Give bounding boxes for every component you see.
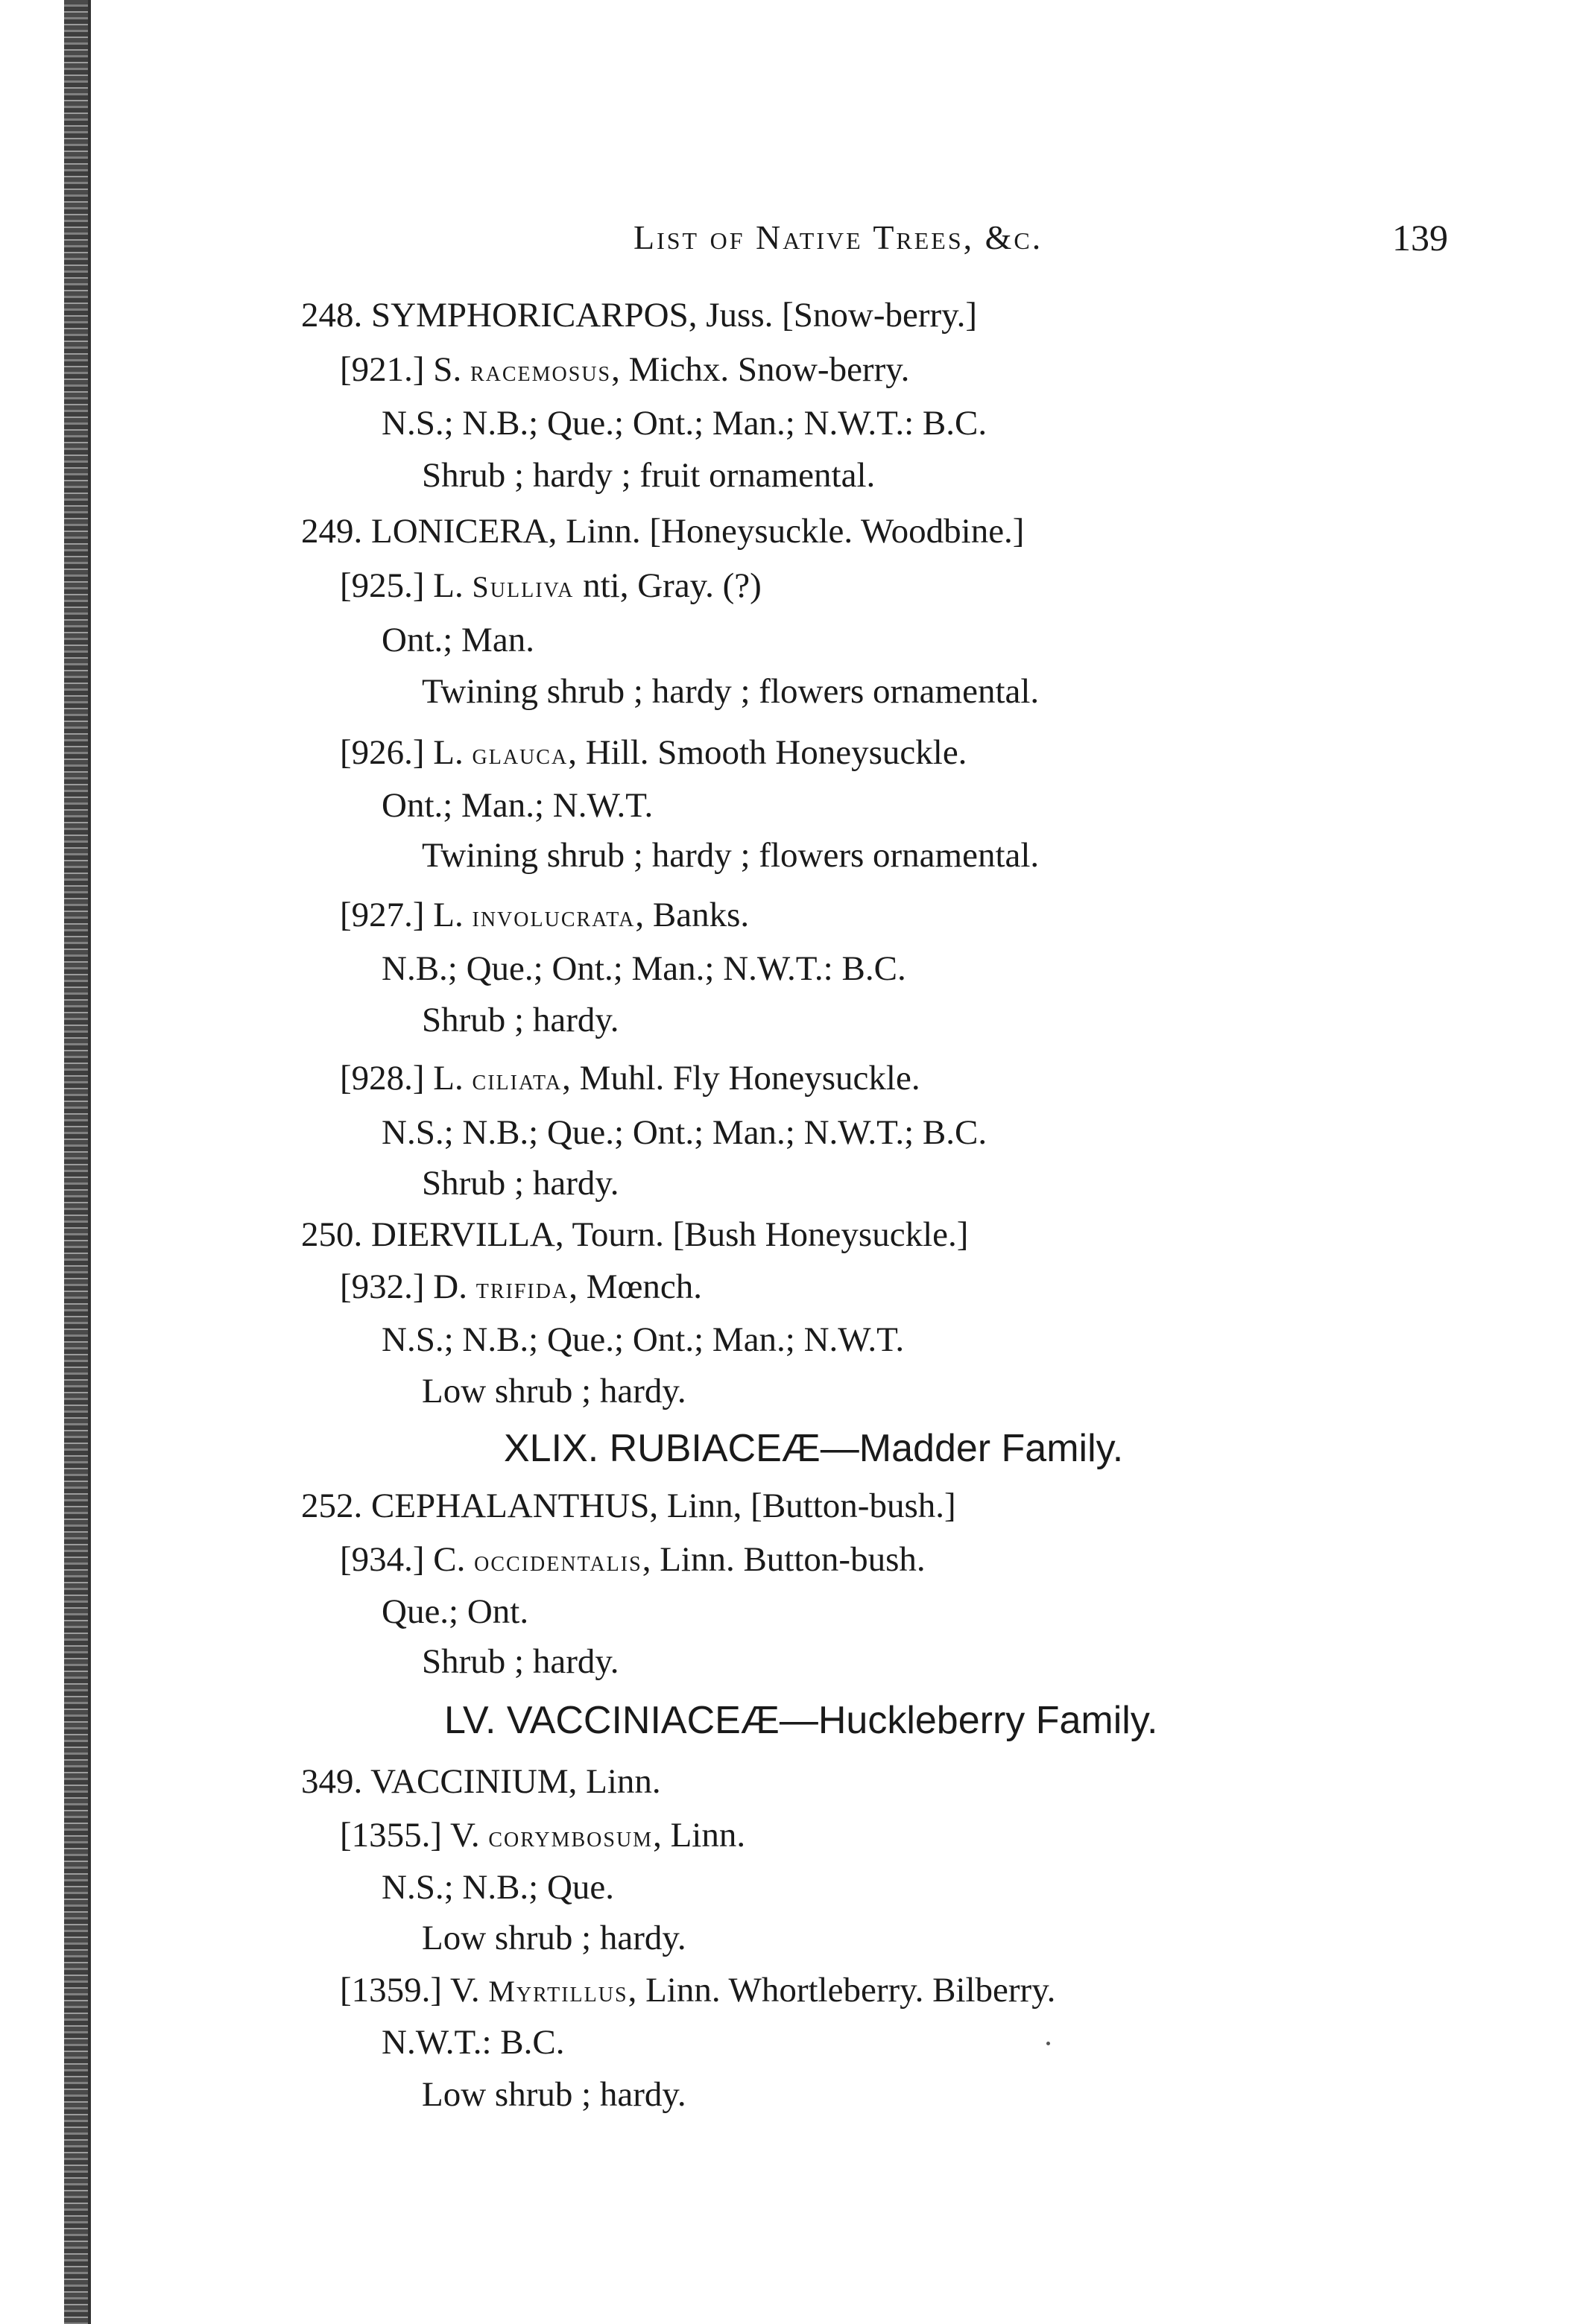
species-number: [1359.] V. bbox=[340, 1971, 489, 2010]
species-1359 bbox=[340, 1973, 1055, 2008]
species-authority: , Linn. bbox=[653, 1816, 746, 1855]
genus-cephalanthus: 252. CEPHALANTHUS, Linn, [Button-bush.] bbox=[301, 1486, 956, 1525]
family-heading-vacciniaceae: LV. VACCINIACEÆ—Huckleberry Family. bbox=[444, 1699, 1158, 1742]
distribution-928: N.S.; N.B.; Que.; Ont.; Man.; N.W.T.; B.C. bbox=[382, 1113, 987, 1152]
distribution-934: Que.; Ont. bbox=[382, 1592, 529, 1631]
species-number: [927.] L. bbox=[340, 896, 473, 934]
species-name: involucrata bbox=[472, 899, 636, 933]
species-1355 bbox=[340, 1818, 745, 1853]
ink-speck bbox=[1046, 2042, 1050, 2045]
species-authority: , Banks. bbox=[635, 896, 750, 934]
running-header: List of Native Trees, &c. bbox=[633, 218, 1043, 256]
species-number: [921.] S. bbox=[340, 350, 470, 389]
distribution-1355: N.S.; N.B.; Que. bbox=[382, 1868, 615, 1907]
species-name: glauca bbox=[472, 737, 569, 770]
genus-vaccinium: 349. VACCINIUM, Linn. bbox=[301, 1762, 661, 1801]
species-name: Sulliva bbox=[472, 570, 575, 604]
species-number: [926.] L. bbox=[340, 733, 473, 772]
species-name: occidentalis bbox=[474, 1544, 642, 1577]
species-number: [934.] C. bbox=[340, 1540, 475, 1579]
genus-diervilla: 250. DIERVILLA, Tourn. [Bush Honeysuckle.] bbox=[301, 1215, 969, 1254]
notes-926: Twining shrub ; hardy ; flowers ornamental. bbox=[422, 836, 1040, 875]
species-928 bbox=[340, 1061, 920, 1096]
species-number: [925.] L. bbox=[340, 566, 473, 605]
distribution-927: N.B.; Que.; Ont.; Man.; N.W.T.: B.C. bbox=[382, 949, 906, 988]
notes-927: Shrub ; hardy. bbox=[422, 1001, 619, 1039]
species-926 bbox=[340, 735, 967, 770]
species-authority: , Linn. Button-bush. bbox=[642, 1540, 926, 1579]
species-name: ciliata bbox=[472, 1063, 563, 1096]
species-number: [932.] D. bbox=[340, 1267, 476, 1306]
distribution-926: Ont.; Man.; N.W.T. bbox=[382, 786, 654, 825]
species-authority: , Michx. Snow-berry. bbox=[611, 350, 910, 389]
species-number: [1355.] V. bbox=[340, 1816, 489, 1855]
notes-1359: Low shrub ; hardy. bbox=[422, 2075, 686, 2114]
species-925 bbox=[340, 566, 762, 605]
genus-symphoricarpos: 248. SYMPHORICARPOS, Juss. [Snow-berry.] bbox=[301, 296, 978, 335]
distribution-921: N.S.; N.B.; Que.; Ont.; Man.; N.W.T.: B.C. bbox=[382, 404, 987, 443]
page-binding-edge bbox=[88, 0, 91, 2324]
page-binding-shadow bbox=[64, 0, 89, 2324]
species-name: Myrtillus bbox=[488, 1975, 628, 2008]
species-number: [928.] L. bbox=[340, 1059, 473, 1098]
notes-921: Shrub ; hardy ; fruit ornamental. bbox=[422, 456, 876, 495]
species-authority: , Muhl. Fly Honeysuckle. bbox=[562, 1059, 920, 1098]
species-934 bbox=[340, 1542, 926, 1577]
notes-934: Shrub ; hardy. bbox=[422, 1642, 619, 1681]
species-authority: , Hill. Smooth Honeysuckle. bbox=[568, 733, 967, 772]
notes-1355: Low shrub ; hardy. bbox=[422, 1919, 686, 1957]
species-authority: , Mœnch. bbox=[569, 1267, 703, 1306]
notes-932: Low shrub ; hardy. bbox=[422, 1372, 686, 1410]
genus-lonicera: 249. LONICERA, Linn. [Honeysuckle. Woodbine.] bbox=[301, 512, 1025, 551]
distribution-925: Ont.; Man. bbox=[382, 621, 534, 659]
species-927 bbox=[340, 898, 749, 933]
species-name: corymbosum bbox=[488, 1820, 654, 1853]
family-heading-rubiaceae: XLIX. RUBIACEÆ—Madder Family. bbox=[504, 1427, 1124, 1470]
species-921 bbox=[340, 352, 909, 387]
species-name: trifida bbox=[475, 1271, 569, 1305]
species-authority: nti, Gray. (?) bbox=[574, 566, 762, 605]
distribution-932: N.S.; N.B.; Que.; Ont.; Man.; N.W.T. bbox=[382, 1320, 905, 1359]
species-authority: , Linn. Whortleberry. Bilberry. bbox=[628, 1971, 1056, 2010]
notes-928: Shrub ; hardy. bbox=[422, 1164, 619, 1203]
notes-925: Twining shrub ; hardy ; flowers ornamental. bbox=[422, 672, 1040, 711]
species-name: racemosus bbox=[470, 354, 612, 387]
distribution-1359: N.W.T.: B.C. bbox=[382, 2023, 565, 2062]
page-number: 139 bbox=[1392, 217, 1448, 259]
species-932 bbox=[340, 1267, 703, 1306]
